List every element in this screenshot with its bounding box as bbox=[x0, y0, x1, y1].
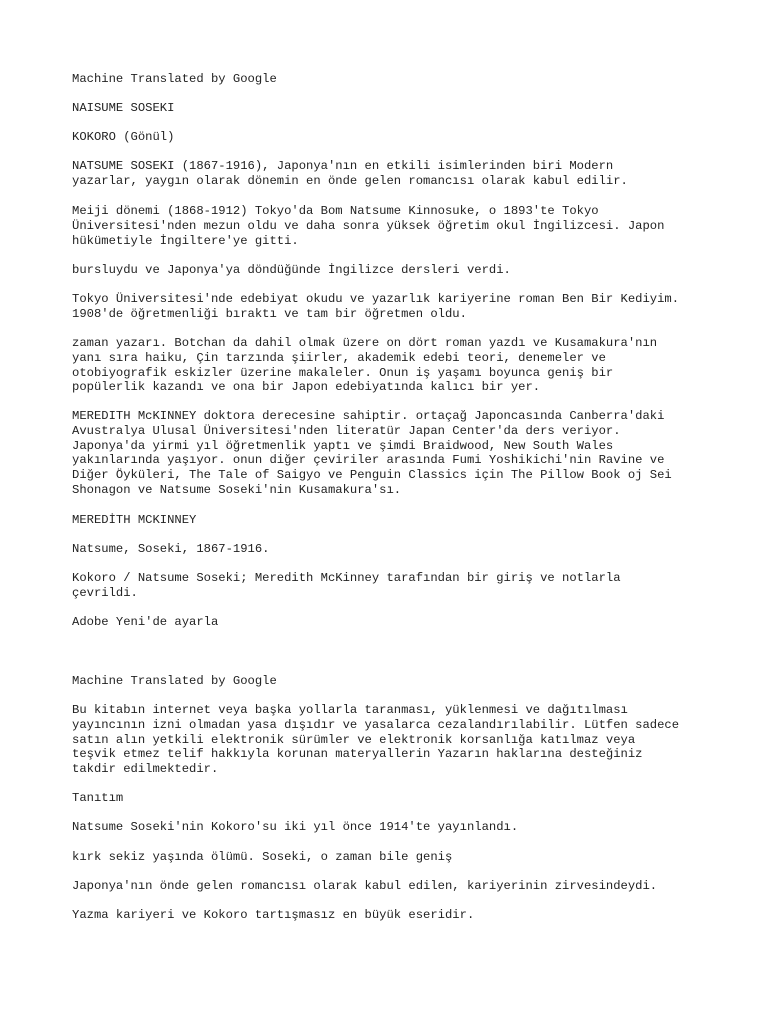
catalog-author: Natsume, Soseki, 1867-1916. bbox=[72, 542, 270, 556]
paragraph-author-intro: NATSUME SOSEKI (1867-1916), Japonya'nın en etkili isimlerinden biri Modern yazarlar, yaygın olarak dönemin en önde gelen romancısı olarak kabul edilir. bbox=[72, 159, 628, 188]
paragraph-tokyo-univ: Tokyo Üniversitesi'nde edebiyat okudu ve yazarlık kariyerine roman Ben Bir Kediyim. 1908'de öğretmenliği bıraktı ve tam bir öğretmen oldu. bbox=[72, 292, 680, 321]
author-heading: NAISUME SOSEKI bbox=[72, 101, 175, 115]
paragraph-copyright: Bu kitabın internet veya başka yollarla taranması, yüklenmesi ve dağıtılması yayıncının izni olmadan yasa dışıdır ve yasalarca cezalandırılabilir. Lütfen sadece satın alın yetkili elektronik sürümler ve elektronik korsanlığa katılmaz veya teşvik etmez telif hakkıyla korunan materyallerin Yazarın haklarına desteğiniz takdir edilmektedir. bbox=[72, 703, 680, 777]
paragraph-intro-3: Japonya'nın önde gelen romancısı olarak kabul edilen, kariyerinin zirvesindeydi. bbox=[72, 879, 658, 893]
header-machine-translated: Machine Translated by Google bbox=[72, 72, 277, 86]
paragraph-intro-4: Yazma kariyeri ve Kokoro tartışmasız en büyük eseridir. bbox=[72, 908, 475, 922]
translator-name: MEREDİTH MCKINNEY bbox=[72, 513, 197, 527]
paragraph-intro-1: Natsume Soseki'nin Kokoro'su iki yıl önce 1914'te yayınlandı. bbox=[72, 820, 519, 834]
section-heading-introduction: Tanıtım bbox=[72, 791, 124, 805]
paragraph-intro-2: kırk sekiz yaşında ölümü. Soseki, o zaman bile geniş bbox=[72, 850, 453, 864]
catalog-title: Kokoro / Natsume Soseki; Meredith McKinney tarafından bir giriş ve notlarla çevrildi. bbox=[72, 571, 621, 600]
paragraph-translator-bio: MEREDITH McKINNEY doktora derecesine sahiptir. ortaçağ Japoncasında Canberra'daki Avustralya Ulusal Üniversitesi'nden literatür Japan Center'da ders veriyor. Japonya'da yirmi yıl öğretmenlik yaptı ve şimdi Braidwood, New South Wales yakınlarında yaşıyor. onun diğer çeviriler arasında Fumi Yoshikichi'nin Ravine ve Diğer Öyküleri, The Tale of Saigyo ve Penguin Classics için The Pillow Book oj Sei Shonagon ve Natsume Soseki'nin Kusamakura'sı. bbox=[72, 409, 672, 497]
book-title: KOKORO (Gönül) bbox=[72, 130, 175, 144]
paragraph-meiji: Meiji dönemi (1868-1912) Tokyo'da Bom Natsume Kinnosuke, o 1893'te Tokyo Üniversitesi'nden mezun oldu ve daha sonra yüksek öğretim okul İngilizcesi. Japon hükümetiyle İngiltere'ye gitti. bbox=[72, 204, 665, 248]
paragraph-career: zaman yazarı. Botchan da dahil olmak üzere on dört roman yazdı ve Kusamakura'nın yanı sıra haiku, Çin tarzında şiirler, akademik edebi teori, denemeler ve otobiyografik eskizler üzerine makaleler. Onun iş yaşamı boyunca geniş bir popülerlik kazandı ve ona bir Japon edebiyatında kalıcı bir yer. bbox=[72, 336, 658, 395]
header-machine-translated-2: Machine Translated by Google bbox=[72, 674, 277, 688]
paragraph-scholarship: bursluydu ve Japonya'ya döndüğünde İngilizce dersleri verdi. bbox=[72, 263, 511, 277]
typeset-note: Adobe Yeni'de ayarla bbox=[72, 615, 219, 629]
